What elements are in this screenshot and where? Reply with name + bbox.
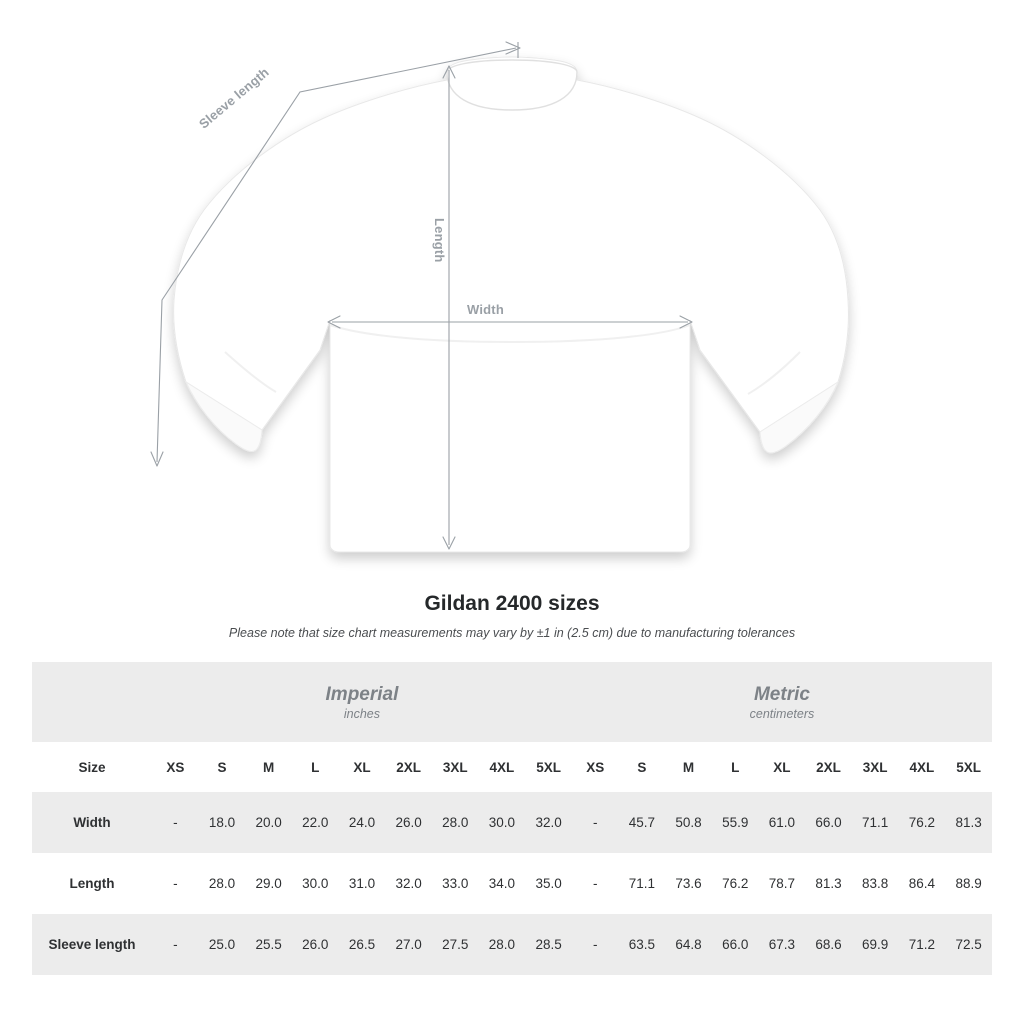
- size-col-metric-xs: XS: [586, 759, 605, 775]
- cell-width-metric-4xl: 76.2: [899, 792, 946, 853]
- cell-sleeve-metric-xs: -: [572, 914, 619, 975]
- cell-sleeve-metric-4xl: 71.2: [899, 914, 946, 975]
- size-col-metric-2xl: 2XL: [816, 759, 841, 775]
- cell-width-metric-xs: -: [572, 792, 619, 853]
- size-col-imperial-3xl: 3XL: [442, 759, 468, 775]
- size-col-imperial-2xl: 2XL: [396, 759, 421, 775]
- cell-length-imperial-l: 30.0: [292, 853, 339, 914]
- system-name-imperial: Imperial: [325, 684, 399, 706]
- cell-sleeve-metric-5xl: 72.5: [945, 914, 992, 975]
- system-header-metric: [572, 662, 992, 742]
- size-col-metric-m: M: [682, 759, 695, 775]
- cell-length-metric-s: 71.1: [619, 853, 666, 914]
- cell-width-metric-2xl: 66.0: [805, 792, 852, 853]
- cell-length-imperial-2xl: 32.0: [385, 853, 432, 914]
- size-col-metric-s: S: [637, 759, 647, 775]
- size-col-metric-xl: XL: [773, 759, 791, 775]
- cell-sleeve-metric-m: 64.8: [665, 914, 712, 975]
- size-col-imperial-xs: XS: [166, 759, 185, 775]
- cell-width-imperial-3xl: 28.0: [432, 792, 479, 853]
- cell-sleeve-metric-xl: 67.3: [759, 914, 806, 975]
- cell-width-metric-xl: 61.0: [759, 792, 806, 853]
- cell-width-imperial-2xl: 26.0: [385, 792, 432, 853]
- size-col-metric-5xl: 5XL: [956, 759, 981, 775]
- system-header-imperial: [152, 662, 572, 742]
- cell-sleeve-metric-s: 63.5: [619, 914, 666, 975]
- cell-length-imperial-4xl: 34.0: [479, 853, 526, 914]
- cell-sleeve-metric-l: 66.0: [712, 914, 759, 975]
- size-col-metric-4xl: 4XL: [909, 759, 935, 775]
- cell-sleeve-metric-3xl: 69.9: [852, 914, 899, 975]
- system-header-spacer: [32, 662, 152, 742]
- size-col-imperial-s: S: [217, 759, 227, 775]
- cell-length-imperial-s: 28.0: [199, 853, 246, 914]
- cell-length-imperial-xl: 31.0: [339, 853, 386, 914]
- cell-length-metric-3xl: 83.8: [852, 853, 899, 914]
- size-col-imperial-m: M: [263, 759, 275, 775]
- cell-length-metric-m: 73.6: [665, 853, 712, 914]
- cell-sleeve-imperial-xs: -: [152, 914, 199, 975]
- size-chart-table: [32, 662, 992, 975]
- page-title: Gildan 2400 sizes: [424, 592, 600, 615]
- cell-length-metric-5xl: 88.9: [945, 853, 992, 914]
- cell-width-imperial-4xl: 30.0: [479, 792, 526, 853]
- system-unit-imperial: inches: [343, 706, 381, 721]
- system-header-row: [32, 662, 992, 742]
- system-name-metric: Metric: [753, 684, 810, 706]
- size-col-imperial-xl: XL: [353, 759, 371, 775]
- cell-width-imperial-xs: -: [152, 792, 199, 853]
- row-label-width: Width: [32, 792, 152, 853]
- cell-width-metric-m: 50.8: [665, 792, 712, 853]
- cell-width-imperial-l: 22.0: [292, 792, 339, 853]
- cell-length-imperial-3xl: 33.0: [432, 853, 479, 914]
- size-header-row: [32, 742, 992, 792]
- row-label-sleeve-length: Sleeve length: [32, 914, 152, 975]
- cell-length-metric-2xl: 81.3: [805, 853, 852, 914]
- cell-width-imperial-m: 20.0: [245, 792, 292, 853]
- cell-length-metric-4xl: 86.4: [899, 853, 946, 914]
- table-row: [32, 914, 992, 975]
- sleeve-length-label: Sleeve length: [196, 64, 272, 132]
- cell-length-metric-xs: -: [572, 853, 619, 914]
- cell-sleeve-imperial-s: 25.0: [199, 914, 246, 975]
- table-row: [32, 853, 992, 914]
- cell-width-metric-l: 55.9: [712, 792, 759, 853]
- size-col-imperial-4xl: 4XL: [489, 759, 515, 775]
- cell-length-imperial-m: 29.0: [245, 853, 292, 914]
- cell-sleeve-imperial-5xl: 28.5: [525, 914, 572, 975]
- title-block: [0, 592, 1024, 640]
- tolerance-note: Please note that size chart measurements may vary by ±1 in (2.5 cm) due to manufacturing tolerances: [228, 626, 796, 640]
- size-col-imperial-l: L: [311, 759, 320, 775]
- size-header-cell: Size: [78, 759, 106, 775]
- size-col-imperial-5xl: 5XL: [536, 759, 561, 775]
- system-unit-metric: centimeters: [749, 706, 815, 721]
- cell-sleeve-imperial-4xl: 28.0: [479, 914, 526, 975]
- cell-length-metric-xl: 78.7: [759, 853, 806, 914]
- cell-sleeve-imperial-2xl: 27.0: [385, 914, 432, 975]
- cell-width-metric-5xl: 81.3: [945, 792, 992, 853]
- cell-length-metric-l: 76.2: [712, 853, 759, 914]
- cell-sleeve-metric-2xl: 68.6: [805, 914, 852, 975]
- length-label: Length: [432, 218, 447, 263]
- width-label: Width: [467, 302, 504, 317]
- cell-length-imperial-xs: -: [152, 853, 199, 914]
- cell-width-metric-s: 45.7: [619, 792, 666, 853]
- cell-sleeve-imperial-m: 25.5: [245, 914, 292, 975]
- cell-width-metric-3xl: 71.1: [852, 792, 899, 853]
- cell-width-imperial-5xl: 32.0: [525, 792, 572, 853]
- cell-width-imperial-xl: 24.0: [339, 792, 386, 853]
- size-col-metric-l: L: [731, 759, 740, 775]
- size-chart-table-wrapper: [32, 662, 992, 975]
- table-row: [32, 792, 992, 853]
- cell-length-imperial-5xl: 35.0: [525, 853, 572, 914]
- size-col-metric-3xl: 3XL: [862, 759, 888, 775]
- cell-sleeve-imperial-3xl: 27.5: [432, 914, 479, 975]
- row-label-length: Length: [32, 853, 152, 914]
- cell-sleeve-imperial-l: 26.0: [292, 914, 339, 975]
- cell-width-imperial-s: 18.0: [199, 792, 246, 853]
- cell-sleeve-imperial-xl: 26.5: [339, 914, 386, 975]
